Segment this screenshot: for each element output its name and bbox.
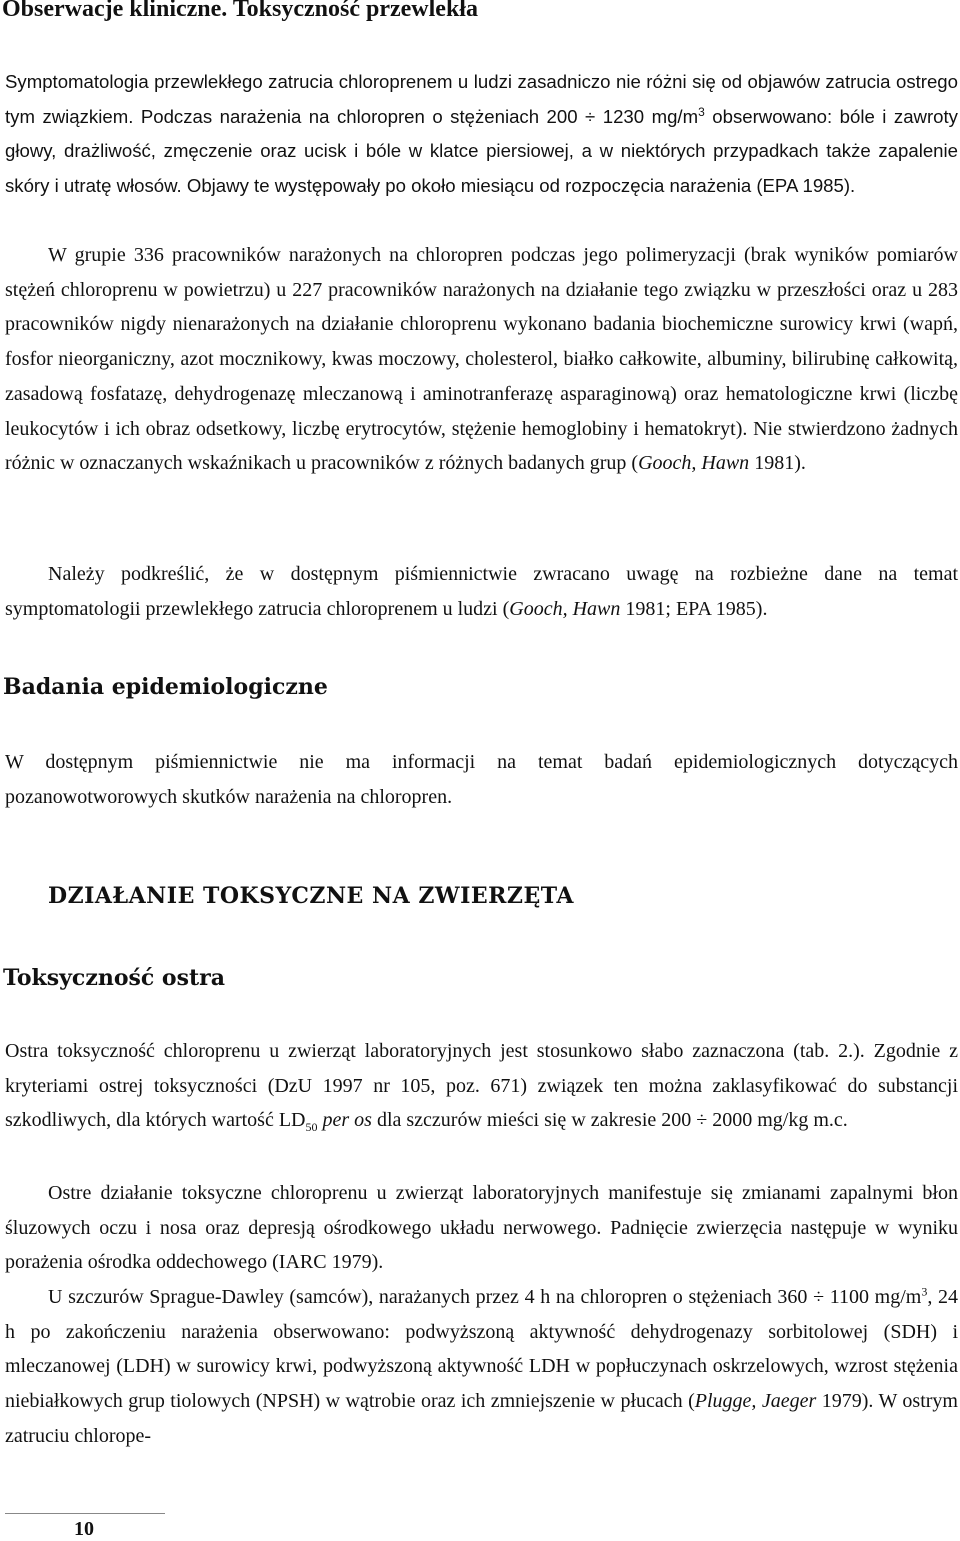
chronic-paragraph-2 <box>5 238 958 481</box>
acute-p3-text-c: 1979). W ostrym zatruciu chlorope- <box>5 1390 958 1447</box>
chronic-p2-text-b: 1981). <box>749 452 806 475</box>
chronic-paragraph-3 <box>5 557 958 626</box>
section-title: Obserwacje kliniczne. Toksyczność przewlekła <box>2 0 478 22</box>
chronic-p3-text-a: Należy podkreślić, że w dostępnym piśmiennictwie zwracano uwagę na rozbieżne dane na temat symptomatologii przewlekłego zatrucia chloroprenem u ludzi ( <box>5 563 958 620</box>
animals-heading: DZIAŁANIE TOKSYCZNE NA ZWIERZĘTA <box>48 883 574 909</box>
footer-divider <box>5 1513 165 1514</box>
acute-p3-text-b: , 24 h po zakończeniu narażenia obserwowano: podwyższoną aktywność dehydrogenazy sorbitolowej (SDH) i mleczanowej (LDH) w surowicy krwi, podwyższoną aktywność LDH w popłuczynach oskrzelowych, wzrost stężenia niebiałkowych grup tiolowych (NPSH) w wątrobie oraz ich zmniejszenie w płucach ( <box>5 1286 958 1413</box>
chronic-paragraph-1 <box>5 65 958 204</box>
acute-paragraph-2: Ostre działanie toksyczne chloroprenu u zwierząt laboratoryjnych manifestuje się zmianami zapalnymi błon śluzowych oczu i nosa oraz depresją ośrodkowego układu nerwowego. Padnięcie zwierzęcia następuje w wyniku porażenia ośrodka oddechowego (IARC 1979). <box>5 1182 958 1274</box>
page-number: 10 <box>74 1518 94 1540</box>
chronic-p1-superscript: 3 <box>698 104 705 119</box>
acute-p1-italic: per os <box>322 1109 372 1132</box>
acute-p1-text-a: Ostra toksyczność chloroprenu u zwierząt laboratoryjnych jest stosunkowo słabo zaznaczona (tab. 2.). Zgodnie z kryteriami ostrej toksyczności (DzU 1997 nr 105, poz. 671) związek ten można zaklasyfikować do substancji szkodliwych, dla których wartość LD <box>5 1040 958 1132</box>
acute-p3-superscript: 3 <box>921 1284 928 1299</box>
acute-p3-text-a: U szczurów Sprague-Dawley (samców), narażanych przez 4 h na chloropren o stężeniach 360 ÷ 1100 mg/m <box>48 1286 922 1308</box>
acute-heading: Toksyczność ostra <box>3 965 225 991</box>
acute-paragraph-3 <box>5 1280 958 1454</box>
chronic-p3-text-b: 1981; EPA 1985). <box>620 597 768 620</box>
chronic-p3-citation: Gooch, Hawn <box>509 597 621 620</box>
acute-p1-subscript: 50 <box>305 1120 318 1135</box>
acute-p1-text-b: dla szczurów mieści się w zakresie 200 ÷ 2000 mg/kg m.c. <box>371 1109 848 1132</box>
acute-paragraph-1 <box>5 1034 958 1138</box>
epi-heading: Badania epidemiologiczne <box>3 674 328 700</box>
chronic-p1-text-b: obserwowano: bóle i zawroty głowy, drażliwość, zmęczenie oraz ucisk i bóle w klatce piersiowej, a w niektórych przypadkach także zapalenie skóry i utratę włosów. Objawy te występowały po około miesiącu od rozpoczęcia narażenia (EPA 1985). <box>5 105 958 197</box>
chronic-p1-text-a: Symptomatologia przewlekłego zatrucia chloroprenem u ludzi zasadniczo nie różni się od objawów zatrucia ostrego tym związkiem. Podczas narażenia na chloropren o stężeniach 200 ÷ 1230 mg/m <box>5 71 958 127</box>
acute-p3-citation: Plugge, Jaeger <box>694 1390 817 1413</box>
epi-paragraph: W dostępnym piśmiennictwie nie ma informacji na temat badań epidemiologicznych dotyczących pozanowotworowych skutków narażenia na chloropren. <box>5 751 958 808</box>
chronic-p2-citation: Gooch, Hawn <box>638 452 750 475</box>
chronic-p2-text-a: W grupie 336 pracowników narażonych na chloropren podczas jego polimeryzacji (brak wyników pomiarów stężeń chloroprenu w powietrzu) u 227 pracowników narażonych na działanie tego związku w przeszłości oraz u 283 pracowników nigdy nienarażonych na działanie chloroprenu wykonano badania biochemiczne surowicy krwi (wapń, fosfor nieorganiczny, azot mocznikowy, kwas moczowy, cholesterol, białko całkowite, albuminy, bilirubinę całkowitą, zasadową fosfatazę, dehydrogenazę mleczanową i aminotranferazę asparaginową) oraz hematologiczne krwi (liczbę leukocytów i ich obraz odsetkowy, liczbę erytrocytów, stężenie hemoglobiny i hematokryt). Nie stwierdzono żadnych różnic w oznaczanych wskaźnikach u pracowników z różnych badanych grup ( <box>5 244 958 475</box>
